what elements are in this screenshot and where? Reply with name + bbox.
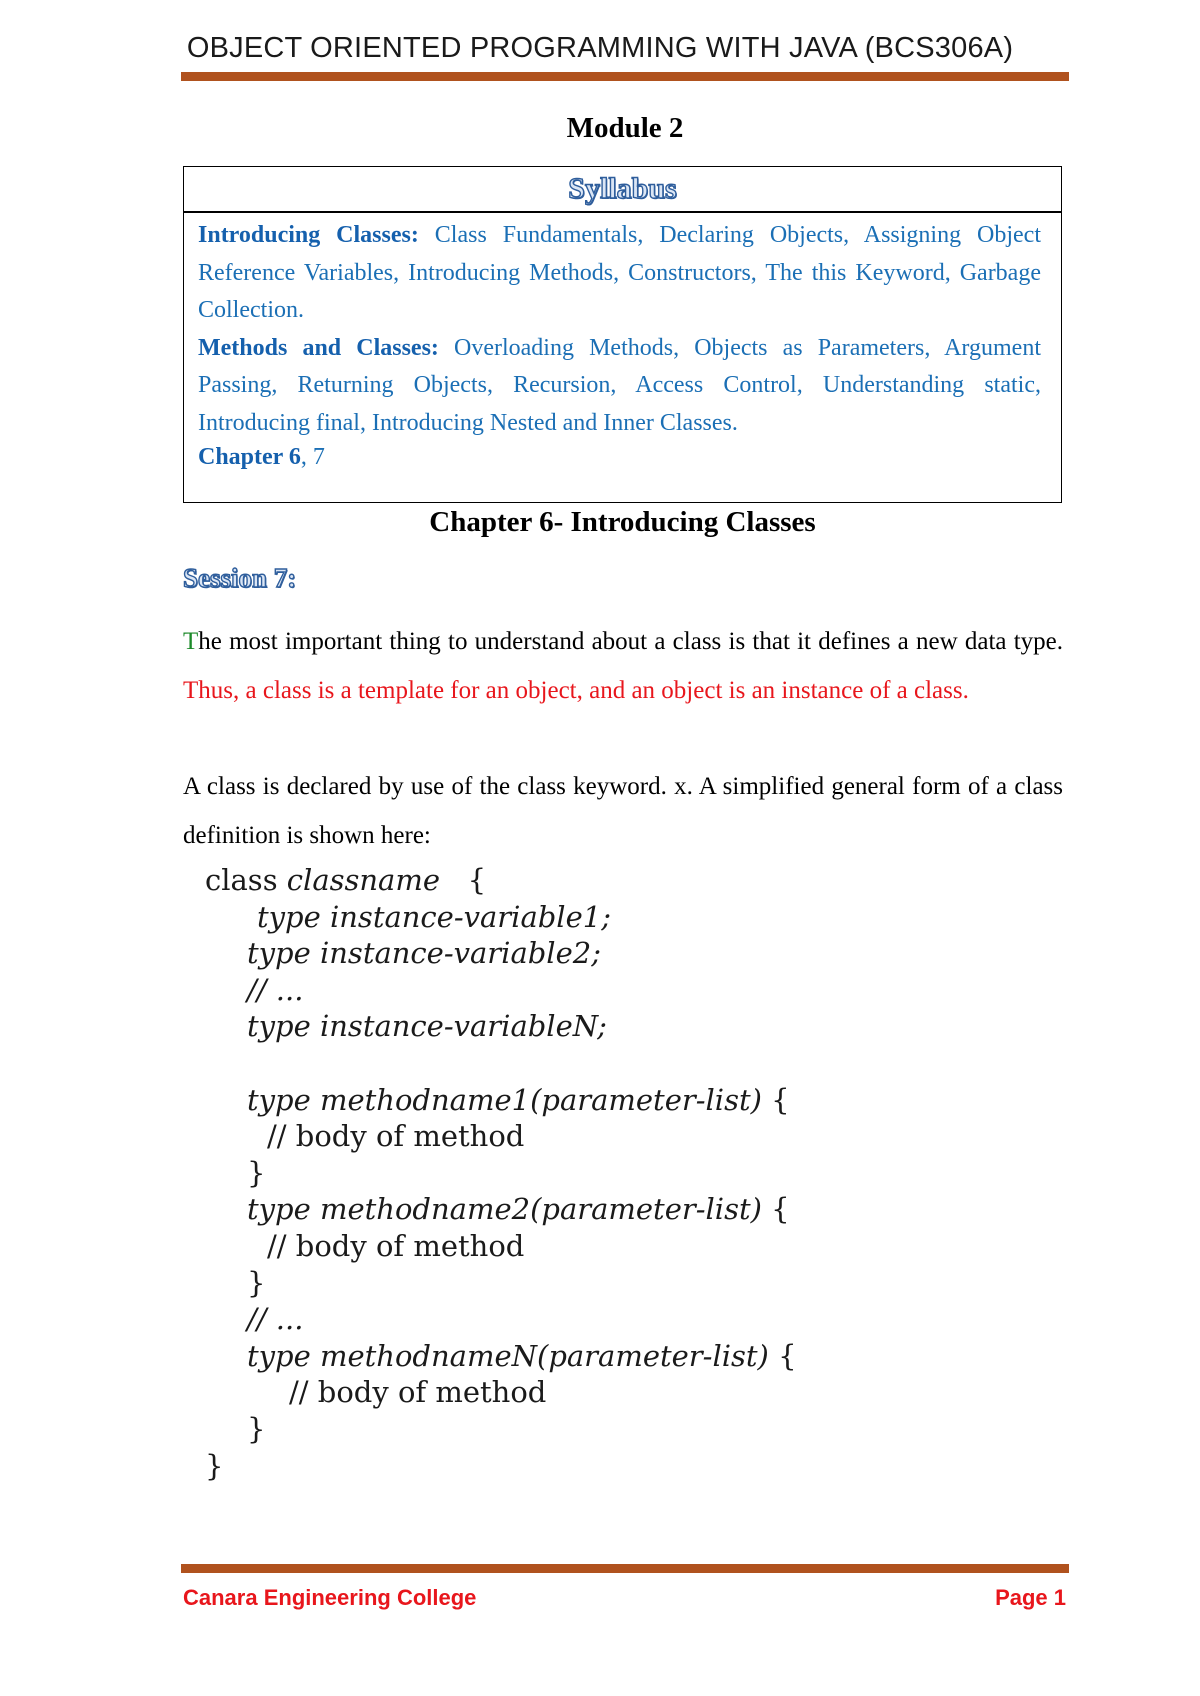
session-heading: Session 7:: [183, 563, 297, 593]
code-brace: }: [205, 1448, 224, 1483]
drop-letter: T: [183, 628, 199, 655]
code-comment: // body of method: [289, 1375, 547, 1410]
code-line: [205, 1265, 1005, 1302]
code-text: type instance-variable1;: [257, 899, 611, 934]
code-text: type instance-variableN;: [247, 1009, 607, 1044]
code-brace: }: [247, 1411, 266, 1446]
syllabus-box: [183, 166, 1062, 503]
syllabus-chapter-label: Chapter 6: [198, 444, 301, 470]
syllabus-chapter-paragraph: [198, 442, 1041, 472]
code-brace: {: [761, 1192, 790, 1227]
code-text: type methodname2(parameter-list): [247, 1192, 762, 1227]
code-brace: {: [761, 1082, 790, 1117]
code-brace: {: [440, 863, 487, 897]
syllabus-intro-paragraph: [198, 217, 1041, 330]
code-comment: // body of method: [267, 1228, 525, 1263]
class-declaration-paragraph: A class is declared by use of the class keyword. x. A simplified general form of a class definition is shown here:: [183, 773, 1063, 849]
syllabus-header: [184, 167, 1061, 213]
code-line: [205, 1191, 1005, 1228]
code-line: [205, 1338, 1005, 1375]
code-text: // ...: [247, 1302, 304, 1337]
syllabus-methods-paragraph: [198, 330, 1041, 443]
code-line: [205, 862, 1005, 899]
syllabus-methods-label: Methods and Classes:: [198, 334, 439, 361]
code-line: [205, 899, 1005, 936]
syllabus-body: [198, 217, 1041, 472]
code-text: type methodnameN(parameter-list): [247, 1338, 769, 1373]
code-line: [205, 1228, 1005, 1265]
code-line: [205, 1301, 1005, 1338]
header-rule: [181, 72, 1069, 81]
code-line: [205, 1448, 1005, 1485]
footer-rule: [181, 1564, 1069, 1573]
code-brace: }: [247, 1265, 266, 1300]
code-text: type instance-variable2;: [247, 936, 601, 971]
syllabus-methods-text: Overloading Methods, Objects as Parameters, Argument Passing, Returning Objects, Recursion, Access Control, Understanding static, Introducing final, Introducing Nested and Inner Classes.: [198, 334, 1041, 436]
code-line: [205, 1082, 1005, 1119]
intro-paragraph-text: he most important thing to understand about a class is that it defines a new data type.: [198, 628, 1063, 655]
code-line: [205, 1411, 1005, 1448]
code-line: [205, 1374, 1005, 1411]
syllabus-chapter-text: , 7: [300, 444, 325, 470]
code-comment: // body of method: [267, 1119, 525, 1154]
code-line: [205, 935, 1005, 972]
intro-paragraph: [183, 617, 1063, 715]
syllabus-intro-text: Class Fundamentals, Declaring Objects, Assigning Object Reference Variables, Introducing Methods, Constructors, The this Keyword, Garbage Collection.: [198, 222, 1041, 323]
intro-paragraph-highlight: Thus, a class is a template for an object, and an object is an instance of a class.: [183, 677, 969, 704]
chapter-title: Chapter 6- Introducing Classes: [429, 506, 816, 538]
code-text: type methodname1(parameter-list): [247, 1082, 762, 1117]
class-definition-code: [205, 862, 1005, 1484]
footer-college: Canara Engineering College: [183, 1585, 477, 1610]
syllabus-title: Syllabus: [568, 172, 677, 205]
document-header: OBJECT ORIENTED PROGRAMMING WITH JAVA (BCS306A): [186, 32, 1014, 64]
code-brace: }: [247, 1155, 266, 1190]
code-line: [205, 1008, 1005, 1045]
code-brace: {: [768, 1338, 797, 1373]
module-title: Module 2: [566, 112, 684, 144]
code-line: [205, 1118, 1005, 1155]
code-classname: classname: [286, 863, 440, 897]
syllabus-intro-label: Introducing Classes:: [198, 222, 419, 248]
code-text: // ...: [247, 972, 304, 1007]
code-blank-line: [205, 1045, 1005, 1082]
code-line: [205, 972, 1005, 1009]
footer-page-number: Page 1: [995, 1585, 1066, 1610]
code-keyword: class: [205, 863, 287, 897]
code-line: [205, 1155, 1005, 1192]
